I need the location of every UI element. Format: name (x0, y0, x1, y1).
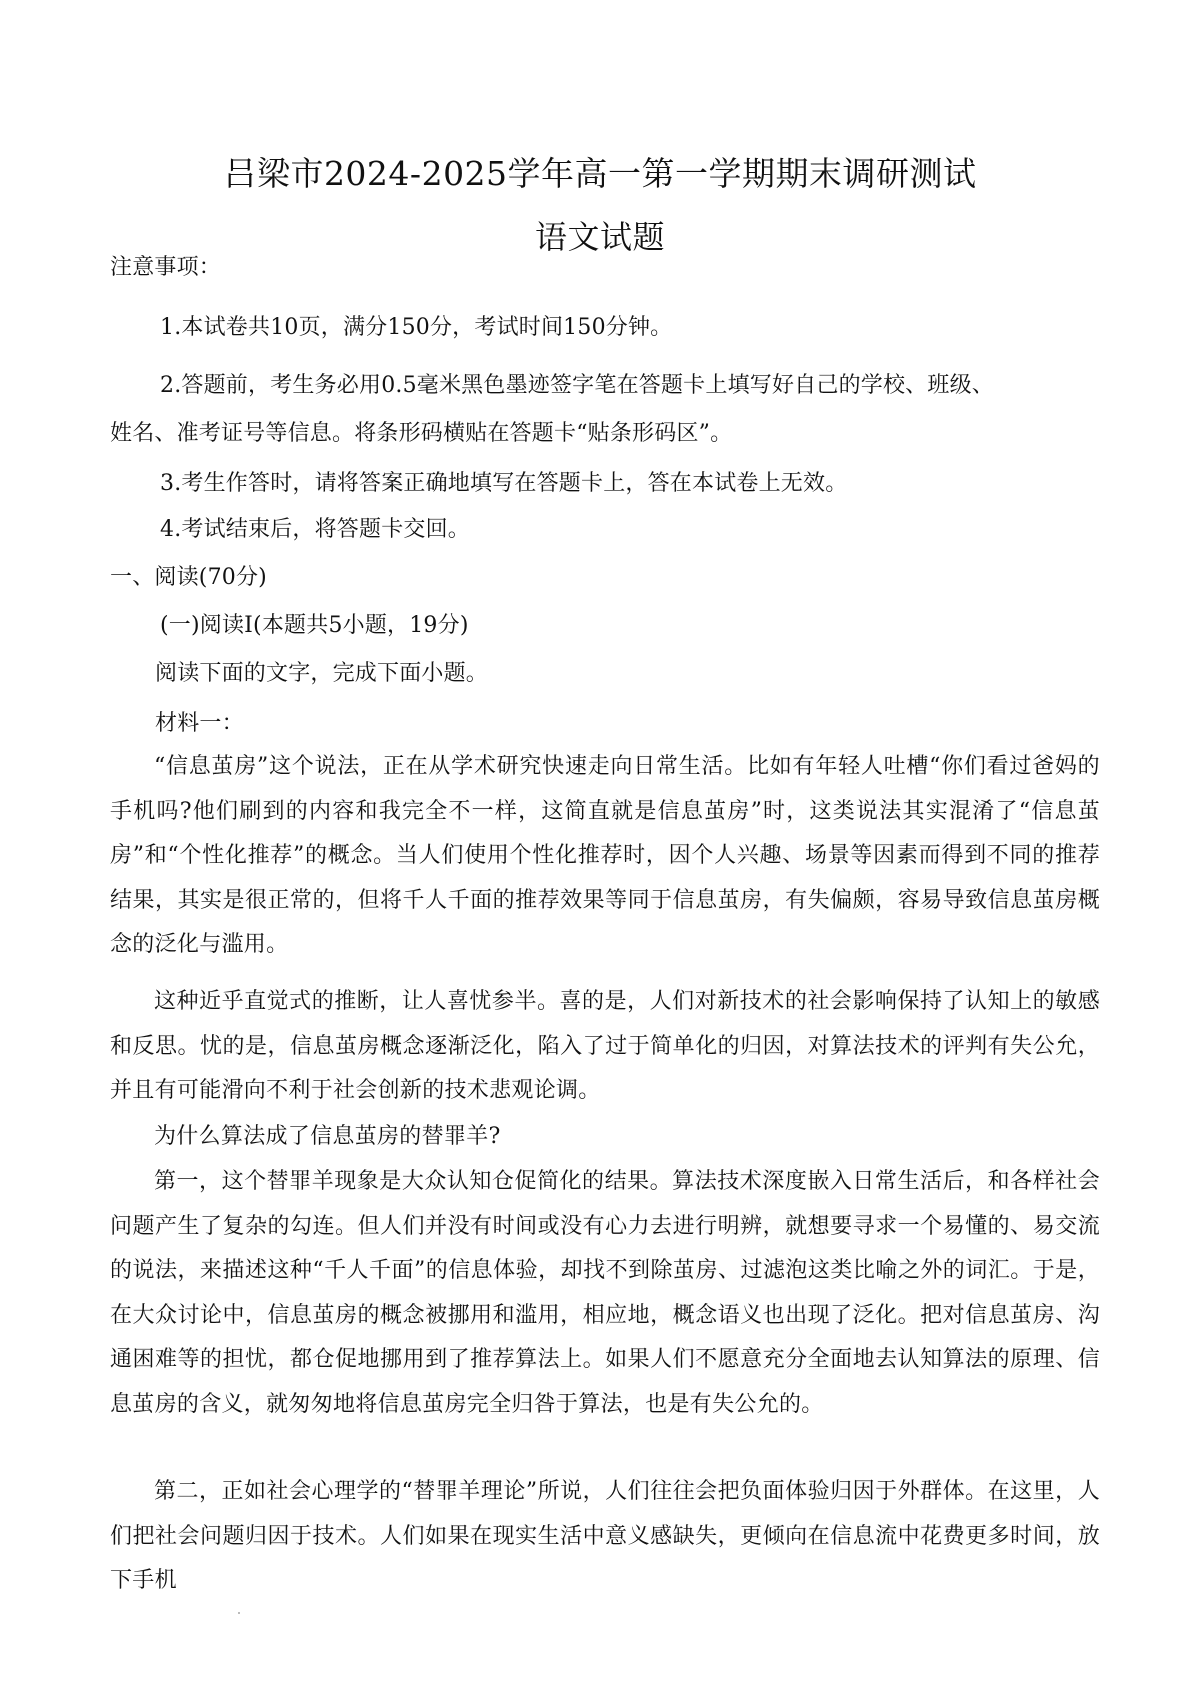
section-heading: 一、阅读(70分) (110, 565, 267, 590)
notice-item-2: 2.答题前，考生务必用0.5毫米黑色墨迹签字笔在答题卡上填写好自己的学校、班级、 (160, 373, 994, 398)
reading-instruction: 阅读下面的文字，完成下面小题。 (155, 661, 489, 686)
material-label: 材料一： (155, 711, 244, 736)
notice-item-4: 4.考试结束后，将答题卡交回。 (160, 517, 470, 542)
section-subheading: (一)阅读Ⅰ(本题共5小题，19分) (160, 613, 469, 638)
notice-item-1: 1.本试卷共10页，满分150分，考试时间150分钟。 (160, 315, 673, 340)
paragraph-3: 为什么算法成了信息茧房的替罪羊? (154, 1124, 501, 1149)
paragraph-5: 第二，正如社会心理学的“替罪羊理论”所说，人们往往会把负面体验归因于外群体。在这里，人们把社会问题归因于技术。人们如果在现实生活中意义感缺失，更倾向在信息流中花费更多时间，放下手机 (110, 1479, 1100, 1593)
scan-speck (238, 1612, 240, 1614)
notice-item-2-cont: 姓名、准考证号等信息。将条形码横贴在答题卡“贴条形码区”。 (110, 421, 733, 446)
notice-heading: 注意事项： (110, 255, 222, 280)
paragraph-1: “信息茧房”这个说法，正在从学术研究快速走向日常生活。比如有年轻人吐槽“你们看过爸妈的手机吗?他们刷到的内容和我完全不一样，这简直就是信息茧房”时，这类说法其实混淆了“信息茧房”和“个性化推荐”的概念。当人们使用个性化推荐时，因个人兴趣、场景等因素而得到不同的推荐结果，其实是很正常的，但将千人千面的推荐效果等同于信息茧房，有失偏颇，容易导致信息茧房概念的泛化与滥用。 (110, 754, 1100, 957)
notice-item-3: 3.考生作答时，请将答案正确地填写在答题卡上，答在本试卷上无效。 (160, 471, 848, 496)
exam-title: 吕梁市2024-2025学年高一第一学期期末调研测试 (223, 154, 977, 193)
paragraph-2: 这种近乎直觉式的推断，让人喜忧参半。喜的是，人们对新技术的社会影响保持了认知上的敏感和反思。忧的是，信息茧房概念逐渐泛化，陷入了过于简单化的归因，对算法技术的评判有失公允，并且有可能滑向不利于社会创新的技术悲观论调。 (110, 989, 1100, 1103)
paragraph-4: 第一，这个替罪羊现象是大众认知仓促简化的结果。算法技术深度嵌入日常生活后，和各样社会问题产生了复杂的勾连。但人们并没有时间或没有心力去进行明辨，就想要寻求一个易懂的、易交流的说法，来描述这种“千人千面”的信息体验，却找不到除茧房、过滤泡这类比喻之外的词汇。于是，在大众讨论中，信息茧房的概念被挪用和滥用，相应地，概念语义也出现了泛化。把对信息茧房、沟通困难等的担忧，都仓促地挪用到了推荐算法上。如果人们不愿意充分全面地去认知算法的原理、信息茧房的含义，就匆匆地将信息茧房完全归咎于算法，也是有失公允的。 (110, 1169, 1100, 1417)
exam-subtitle: 语文试题 (534, 218, 665, 256)
